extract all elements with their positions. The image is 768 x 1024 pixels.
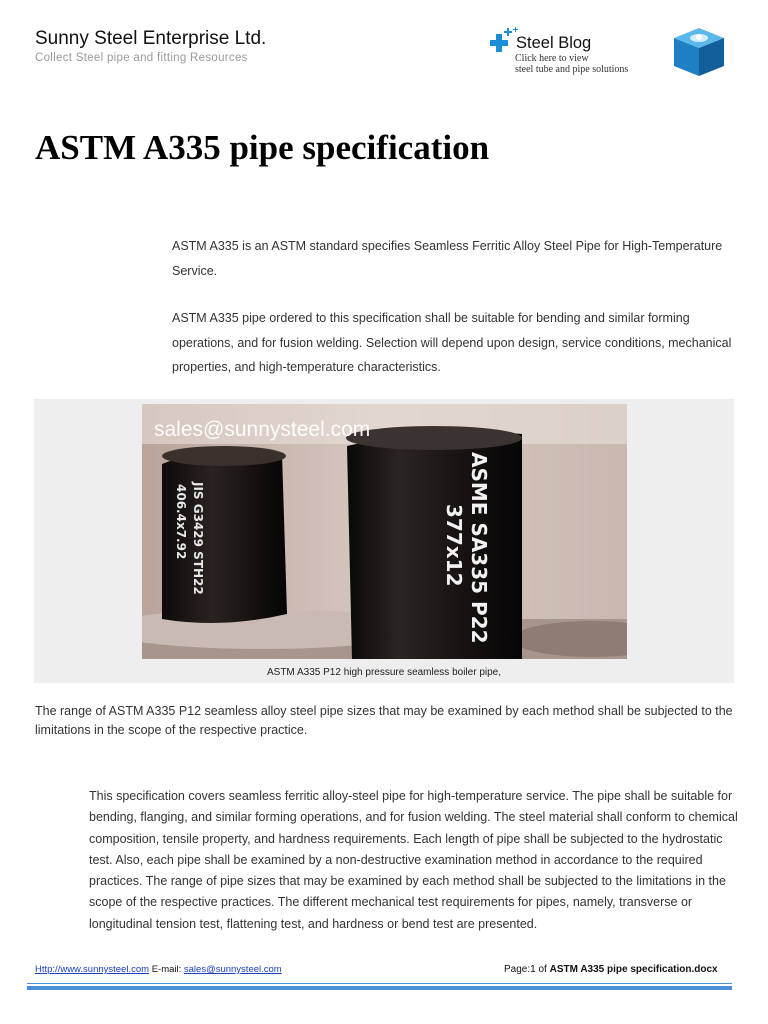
steel-blog-line1: Click here to view [515,53,589,64]
intro-paragraph-1: ASTM A335 is an ASTM standard specifies Seamless Ferritic Alloy Steel Pipe for High-Temperature Service. [172,239,723,278]
plus-icon [490,34,508,52]
figure-caption: ASTM A335 P12 high pressure seamless boiler pipe, [266,667,501,678]
steel-blog-subtitle[interactable] [515,53,628,75]
steel-blog-line2: steel tube and pipe solutions [515,64,629,75]
document-title: ASTM A335 pipe specification [35,128,490,167]
email-link[interactable]: sales@sunnysteel.com [183,964,282,975]
right-pipe-marking-1: ASME SA335 P22 [467,452,491,644]
company-tagline: Collect Steel pipe and fitting Resources [35,52,248,64]
email-label: E-mail: [151,964,182,975]
steel-blog-title[interactable]: Steel Blog [516,34,592,52]
pipe-photo [142,404,627,659]
plus-small-icon [504,28,512,36]
page-number: Page:1 of [504,964,547,975]
website-link[interactable]: Http://www.sunnysteel.com [35,964,150,975]
footer-contact [35,964,282,975]
footer-rule-thick [27,986,732,990]
left-pipe-marking-2: 406.4x7.92 [174,484,188,560]
company-name: Sunny Steel Enterprise Ltd. [35,28,267,49]
plus-tiny-icon [513,27,518,32]
specification-paragraph: This specification covers seamless ferritic alloy-steel pipe for high-temperature service. The pipe shall be suitable for bending, flanging, and similar forming operations, and for fusion welding. The steel material shall conform to chemical composition, tensile property, and hardness requirements. Each length of pipe shall be subjected to the hydrostatic test. Also, each pipe shall be examined by a non-destructive examination method in accordance to the required practices. The range of pipe sizes that may be examined by each method shall be subjected to the limitations in the scope of the respective practices. The different mechanical test requirements for pipes, namely, transverse or longitudinal tension test, flattening test, and hardness or bend test are presented. [89,789,738,931]
intro-paragraph-2: ASTM A335 pipe ordered to this specification shall be suitable for bending and similar forming operations, and for fusion welding. Selection will depend upon design, service conditions, mechanical properties, and high-temperature characteristics. [172,311,732,374]
range-paragraph: The range of ASTM A335 P12 seamless alloy steel pipe sizes that may be examined by each method shall be subjected to the limitations in the scope of the respective practice. [35,704,733,737]
right-pipe-marking-2: 377x12 [442,504,466,587]
footer-rule-thin [27,983,732,984]
document-filename: ASTM A335 pipe specification.docx [549,964,718,975]
page-info [504,964,718,975]
photo-watermark: sales@sunnysteel.com [154,418,371,441]
blog-cube-icon[interactable] [672,26,726,78]
left-pipe-marking-1: JIS G3429 STH22 [191,482,205,595]
